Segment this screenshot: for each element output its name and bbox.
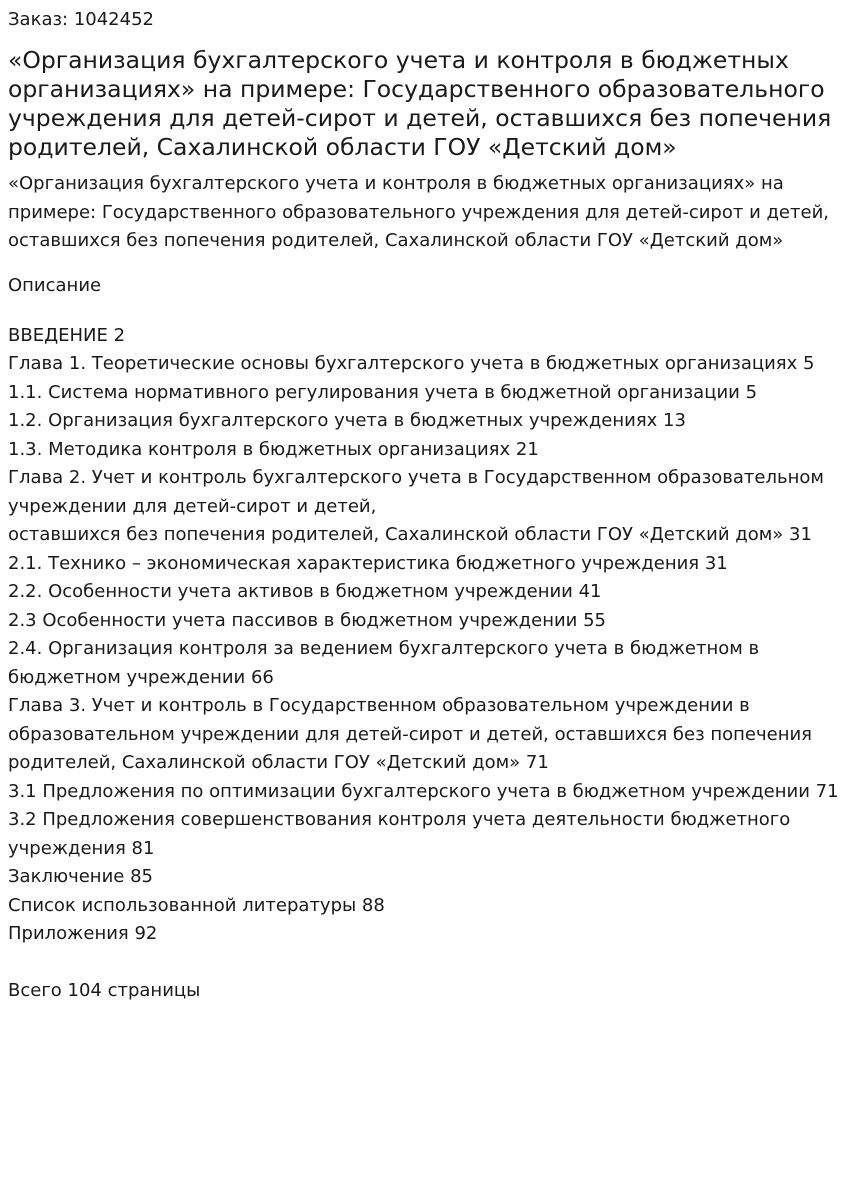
toc-item: Заключение 85 [8, 866, 153, 887]
toc-item: 3.1 Предложения по оптимизации бухгалтерского учета в бюджетном учреждении 71 [8, 780, 839, 802]
toc-item: Глава 1. Теоретические основы бухгалтерского учета в бюджетных организациях 5 [8, 353, 815, 374]
toc-item: Список использованной литературы 88 [8, 894, 385, 916]
toc-item: 2.4. Организация контроля за ведением бухгалтерского учета в бюджетном в бюджетном учреждении 66 [8, 638, 760, 688]
toc-item: 1.3. Методика контроля в бюджетных организациях 21 [8, 438, 539, 460]
total-pages: Всего 104 страницы [8, 979, 201, 1001]
toc-item: 2.3 Особенности учета пассивов в бюджетном учреждении 55 [8, 609, 606, 631]
toc-item: Глава 3. Учет и контроль в Государственном образовательном учреждении в образовательном учреждении для детей-сирот и детей, оставшихся без попечения родителей, Сахалинской области ГОУ «Детский дом» 71 [8, 695, 813, 773]
toc-item: оставшихся без попечения родителей, Сахалинской области ГОУ «Детский дом» 31 [8, 524, 812, 545]
toc-item: Глава 2. Учет и контроль бухгалтерского учета в Государственном образовательном учреждении для детей-сирот и детей, [8, 467, 824, 517]
description-label: Описание [8, 274, 102, 296]
toc-item: Приложения 92 [8, 923, 158, 944]
table-of-contents [8, 322, 839, 949]
toc-item: 1.1. Система нормативного регулирования учета в бюджетной организации 5 [8, 381, 758, 403]
toc-item: 2.1. Технико – экономическая характеристика бюджетного учреждения 31 [8, 552, 728, 574]
toc-item: 2.2. Особенности учета активов в бюджетном учреждении 41 [8, 581, 602, 602]
toc-item: 3.2 Предложения совершенствования контроля учета деятельности бюджетного учреждения 81 [8, 809, 791, 859]
order-number: Заказ: 1042452 [8, 9, 154, 30]
page-title: «Организация бухгалтерского учета и контроля в бюджетных организациях» на примере: Государственного образовательного учреждения для детей-сирот и детей, оставшихся без попечения родителей, Сахалинской области ГОУ «Детский дом» [8, 46, 832, 161]
toc-item: ВВЕДЕНИЕ 2 [8, 324, 126, 346]
toc-item: 1.2. Организация бухгалтерского учета в бюджетных учреждениях 13 [8, 410, 686, 431]
subtitle: «Организация бухгалтерского учета и контроля в бюджетных организациях» на примере: Государственного образовательного учреждения для детей-сирот и детей, оставшихся без попечения родителей, Сахалинской области ГОУ «Детский дом» [8, 173, 829, 251]
